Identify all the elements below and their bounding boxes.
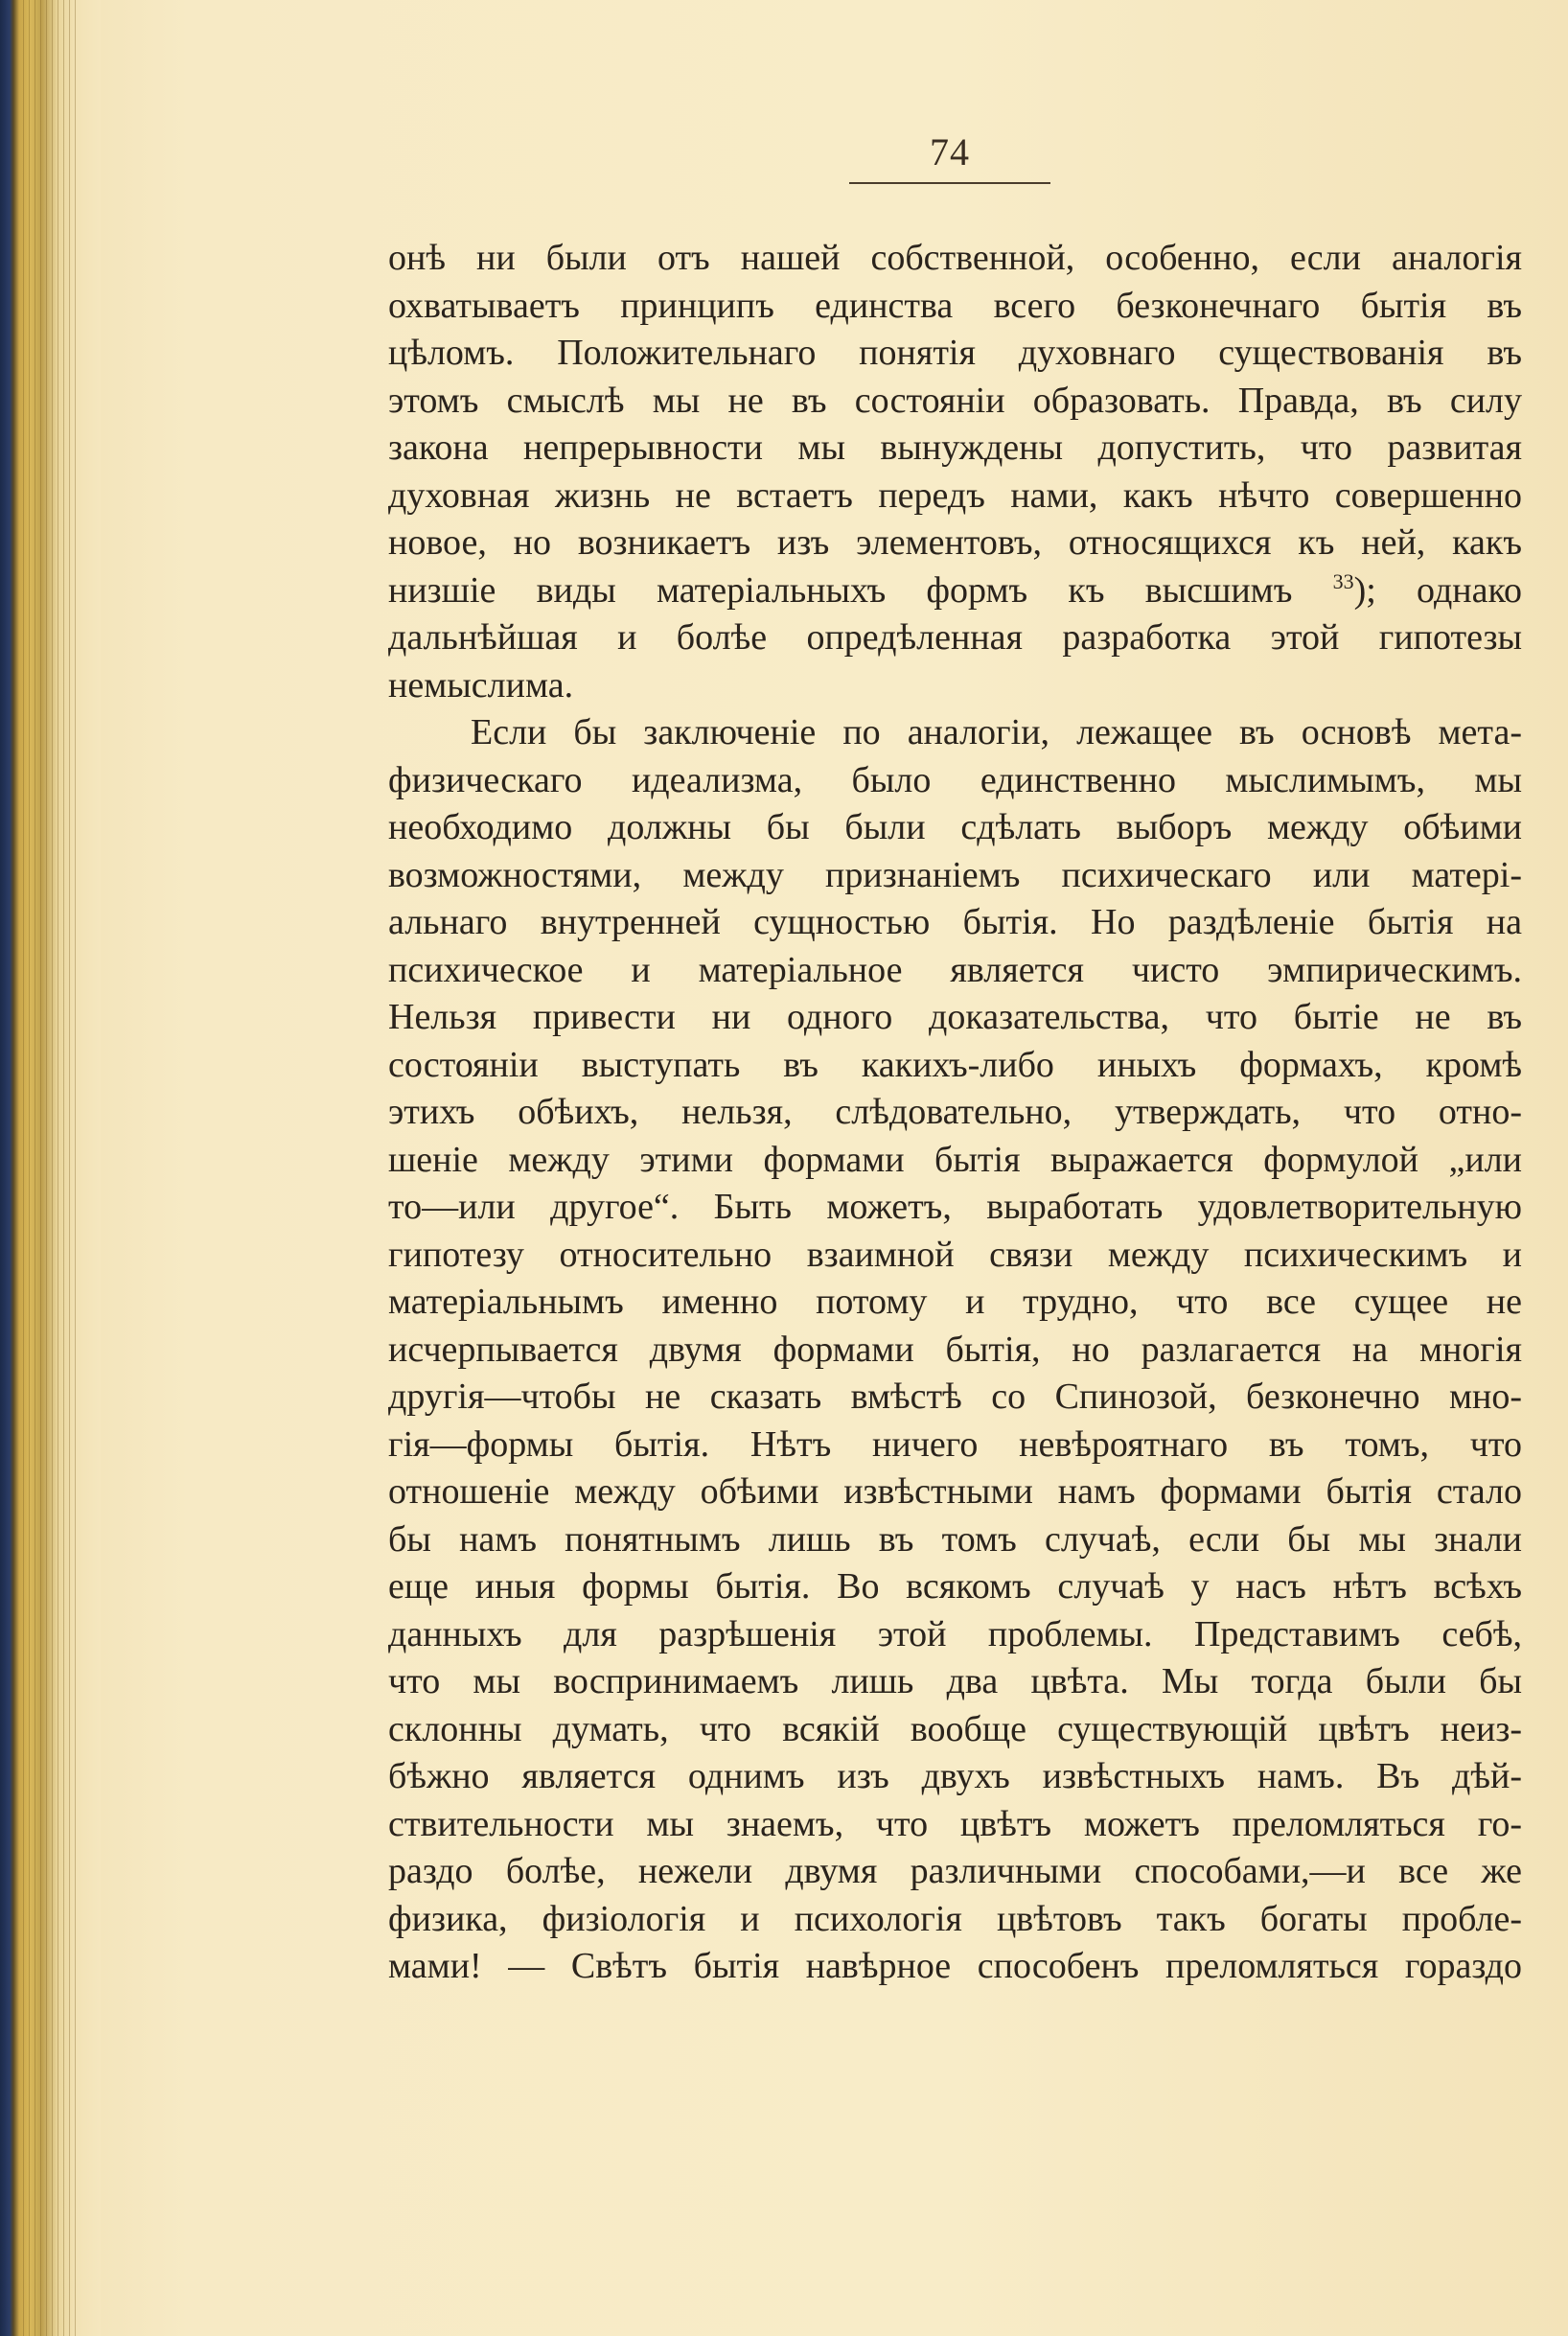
- text-line: шеніе между этими формами бытія выражается формулой „или: [388, 1139, 1522, 1180]
- text-line: физика, физіологія и психологія цвѣтовъ такъ богаты пробле-: [388, 1898, 1522, 1939]
- text-line: данныхъ для разрѣшенія этой проблемы. Представимъ себѣ,: [388, 1613, 1522, 1654]
- text-line: Нельзя привести ни одного доказательства, что бытіе не въ: [388, 997, 1522, 1037]
- text-line: отношеніе между обѣими извѣстными намъ формами бытія стало: [388, 1471, 1522, 1512]
- text-line: этомъ смыслѣ мы не въ состояніи образовать. Правда, въ силу: [388, 380, 1522, 421]
- footnote-line-before: низшіе виды матеріальныхъ формъ къ высшимъ: [388, 569, 1293, 611]
- text-line: Если бы заключеніе по аналогіи, лежащее въ основѣ мета-: [471, 712, 1522, 752]
- text-line: новое, но возникаетъ изъ элементовъ, относящихся къ ней, какъ: [388, 522, 1522, 563]
- text-line: состояніи выступать въ какихъ-либо иныхъ формахъ, кромѣ: [388, 1044, 1522, 1085]
- paragraph-1: [388, 235, 1522, 709]
- text-line: физическаго идеализма, было единственно мыслимымъ, мы: [388, 759, 1522, 800]
- text-line-with-footnote: [388, 567, 1522, 615]
- text-line: бы намъ понятнымъ лишь въ томъ случаѣ, если бы мы знали: [388, 1518, 1522, 1560]
- text-line: другія—чтобы не сказать вмѣстѣ со Спинозой, безконечно мно-: [388, 1376, 1522, 1417]
- footnote-line-after: ); однако: [1353, 569, 1522, 611]
- body-text: [388, 235, 1522, 1991]
- text-line: дальнѣйшая и болѣе опредѣленная разработка этой гипотезы: [388, 617, 1522, 658]
- text-line: онѣ ни были отъ нашей собственной, особенно, если аналогія: [388, 238, 1522, 278]
- text-line: альнаго внутренней сущностью бытія. Но раздѣленіе бытія на: [388, 902, 1522, 942]
- header-rule: [849, 182, 1050, 184]
- text-line: духовная жизнь не встаетъ передъ нами, какъ нѣчто совершенно: [388, 474, 1522, 516]
- text-line: то—или другое“. Быть можетъ, выработать удовлетворительную: [388, 1187, 1522, 1227]
- text-line: возможностями, между признаніемъ психическаго или матері-: [388, 854, 1522, 895]
- text-line: закона непрерывности мы вынуждены допустить, что развитая: [388, 428, 1522, 468]
- page-stack-edge: [23, 0, 81, 2336]
- page-number: 74: [930, 130, 970, 173]
- text-line: немыслима.: [388, 664, 574, 705]
- text-line: цѣломъ. Положительнаго понятія духовнаго существованія въ: [388, 333, 1522, 373]
- text-line: раздо болѣе, нежели двумя различными способами,—и все же: [388, 1851, 1522, 1891]
- text-line: психическое и матеріальное является чисто эмпирическимъ.: [388, 949, 1522, 990]
- text-line: этихъ обѣихъ, нельзя, слѣдовательно, утверждать, что отно-: [388, 1092, 1522, 1132]
- text-line: бѣжно является однимъ изъ двухъ извѣстныхъ намъ. Въ дѣй-: [388, 1756, 1522, 1796]
- text-line: что мы воспринимаемъ лишь два цвѣта. Мы тогда были бы: [388, 1661, 1522, 1701]
- text-line: склонны думать, что всякій вообще существующій цвѣтъ неиз-: [388, 1708, 1522, 1749]
- paragraph-2: [388, 709, 1522, 1991]
- text-line: матеріальнымъ именно потому и трудно, что все сущее не: [388, 1282, 1522, 1322]
- text-line: ствительности мы знаемъ, что цвѣтъ можетъ преломляться го-: [388, 1803, 1522, 1844]
- text-line: гипотезу относительно взаимной связи между психическимъ и: [388, 1234, 1522, 1275]
- text-line: еще иныя формы бытія. Во всякомъ случаѣ у насъ нѣтъ всѣхъ: [388, 1566, 1522, 1607]
- text-line: гія—формы бытія. Нѣтъ ничего невѣроятнаго въ томъ, что: [388, 1423, 1522, 1465]
- text-line: необходимо должны бы были сдѣлать выборъ между обѣими: [388, 807, 1522, 847]
- footnote-reference[interactable]: 33: [1332, 568, 1354, 593]
- text-line: мами! — Свѣтъ бытія навѣрное способенъ преломляться гораздо: [388, 1946, 1522, 1986]
- text-line: исчерпывается двумя формами бытія, но разлагается на многія: [388, 1329, 1522, 1370]
- text-line: охватываетъ принципъ единства всего безконечнаго бытія въ: [388, 285, 1522, 326]
